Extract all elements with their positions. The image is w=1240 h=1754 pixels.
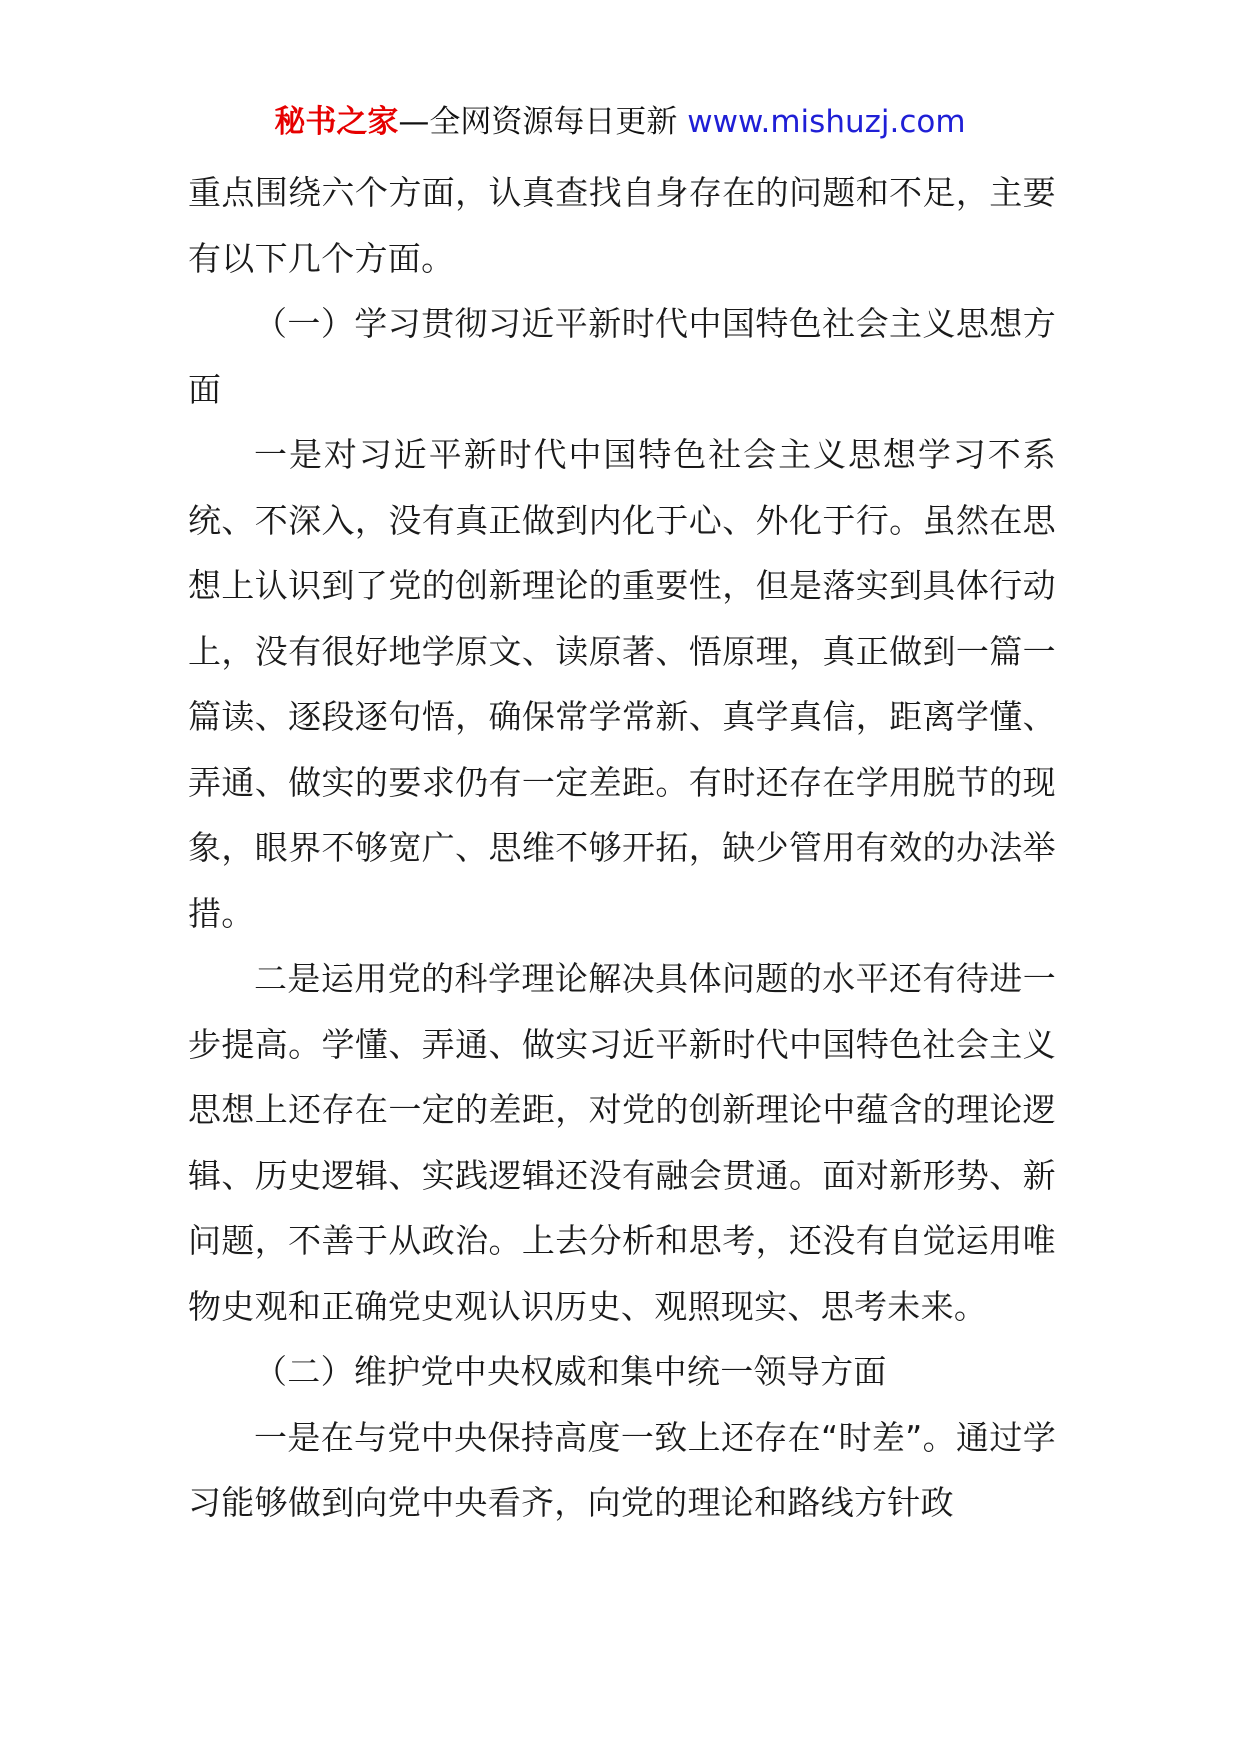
section-heading-1: （一）学习贯彻习近平新时代中国特色社会主义思想方面 xyxy=(188,304,1056,409)
header-slogan: —全网资源每日更新 xyxy=(398,104,688,140)
paragraph-point-3: 一是在与党中央保持高度一致上还存在“时差”。通过学习能够做到向党中央看齐，向党的理论和路线方针政 xyxy=(188,1417,1056,1522)
paragraph-continuation: 重点围绕六个方面，认真查找自身存在的问题和不足，主要有以下几个方面。 xyxy=(188,173,1056,278)
header-brand: 秘书之家 xyxy=(274,104,399,140)
paragraph-point-2: 二是运用党的科学理论解决具体问题的水平还有待进一步提高。学懂、弄通、做实习近平新时代中国特色社会主义思想上还存在一定的差距，对党的创新理论中蕴含的理论逻辑、历史逻辑、实践逻辑还没有融会贯通。面对新形势、新问题，不善于从政治。上去分析和思考，还没有自觉运用唯物史观和正确党史观认识历史、观照现实、思考未来。 xyxy=(188,959,1056,1326)
page-header xyxy=(0,100,1240,144)
section-heading-2: （二）维护党中央权威和集中统一领导方面 xyxy=(254,1352,887,1391)
document-body xyxy=(188,160,1056,1536)
header-url-link[interactable]: www.mishuzj.com xyxy=(687,104,966,140)
paragraph-point-1: 一是对习近平新时代中国特色社会主义思想学习不系统、不深入，没有真正做到内化于心、外化于行。虽然在思想上认识到了党的创新理论的重要性，但是落实到具体行动上，没有很好地学原文、读原著、悟原理，真正做到一篇一篇读、逐段逐句悟，确保常学常新、真学真信，距离学懂、弄通、做实的要求仍有一定差距。有时还存在学用脱节的现象，眼界不够宽广、思维不够开拓，缺少管用有效的办法举措。 xyxy=(188,435,1056,933)
